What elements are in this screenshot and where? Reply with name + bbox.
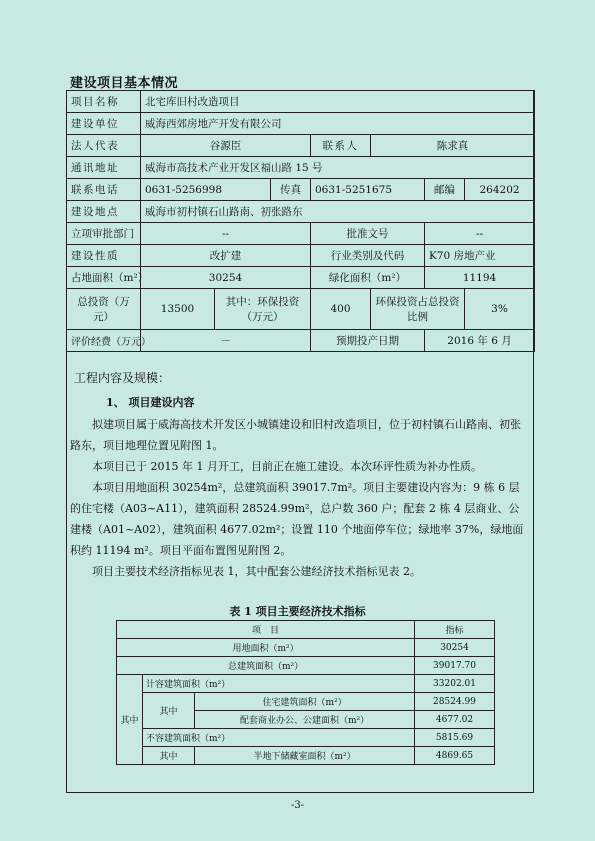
table-row xyxy=(67,267,535,289)
table-row xyxy=(117,657,495,675)
phone-label: 联系电话 xyxy=(67,179,141,201)
table-row xyxy=(67,135,535,157)
site-value: 威海市初村镇石山路南、初张路东 xyxy=(141,201,535,223)
row-value: 28524.99 xyxy=(415,693,495,711)
row-value: 5815.69 xyxy=(415,729,495,747)
header-item: 项 目 xyxy=(117,621,415,639)
address-value: 威海市高技术产业开发区福山路 15 号 xyxy=(141,157,535,179)
nature-label: 建设性质 xyxy=(67,245,141,267)
table-row xyxy=(117,639,495,657)
total-investment-value: 13500 xyxy=(141,289,215,330)
env-investment-label: 其中：环保投资（万元） xyxy=(215,289,311,330)
table-row xyxy=(67,179,535,201)
table-row xyxy=(67,157,535,179)
row-label: 住宅建筑面积（m²） xyxy=(195,693,415,711)
paragraph: 项目主要技术经济指标见表 1，其中配套公建经济技术指标见表 2。 xyxy=(92,565,421,578)
table-caption: 表 1 项目主要经济技术指标 xyxy=(229,605,366,618)
builder-value: 威海西郊房地产开发有限公司 xyxy=(141,113,535,135)
table-row xyxy=(67,245,535,267)
table-row xyxy=(117,729,495,747)
header-value: 指标 xyxy=(415,621,495,639)
row-value: 33202.01 xyxy=(415,675,495,693)
row-value: 39017.70 xyxy=(415,657,495,675)
approval-dept-value: -- xyxy=(141,223,311,245)
table-row xyxy=(67,289,535,330)
row-label: 半地下储藏室面积（m²） xyxy=(195,747,415,765)
legal-rep-value: 谷源臣 xyxy=(141,135,311,157)
zip-label: 邮编 xyxy=(425,179,465,201)
page-number: -3- xyxy=(290,800,305,811)
phone-value: 0631-5256998 xyxy=(141,179,271,201)
table-row xyxy=(67,223,535,245)
project-name-value: 北宅库旧村改造项目 xyxy=(141,91,535,113)
paragraph: 本项目用地面积 30254m²，总建筑面积 39017.7m²。项目主要建设内容为：9 栋 6 层的住宅楼（A03~A11），建筑面积 28524.99m²，总户数 360 户；配套 2 栋 4 层商业、公建楼（A01~A02），建筑面积 4677.02m²；设置 110 个地面停车位；绿地率 37%，绿地面积约 11194 m²。项目平面布置图见附图 2。 xyxy=(70,481,524,557)
address-label: 通讯地址 xyxy=(67,157,141,179)
env-investment-value: 400 xyxy=(311,289,371,330)
env-ratio-value: 3% xyxy=(465,289,535,330)
op-date-label: 预期投产日期 xyxy=(311,330,425,352)
basic-info-table xyxy=(66,90,535,352)
page-heading: 建设项目基本情况 xyxy=(70,76,179,91)
subsection-title: 1、 项目建设内容 xyxy=(106,396,195,409)
builder-label: 建设单位 xyxy=(67,113,141,135)
eval-fee-value: － xyxy=(141,330,311,352)
zip-value: 264202 xyxy=(465,179,535,201)
row-label: 用地面积（m²） xyxy=(117,639,415,657)
tech-index-table xyxy=(116,620,495,765)
contact-label: 联系人 xyxy=(311,135,371,157)
table-row xyxy=(67,330,535,352)
eval-fee-label: 评价经费（万元） xyxy=(67,330,141,352)
env-ratio-label: 环保投资占总投资比例 xyxy=(371,289,465,330)
site-label: 建设地点 xyxy=(67,201,141,223)
body-text xyxy=(70,414,528,582)
industry-label: 行业类别及代码 xyxy=(311,245,425,267)
fax-label: 传真 xyxy=(271,179,311,201)
land-area-label: 占地面积（m²） xyxy=(67,267,141,289)
total-investment-label: 总投资（万元） xyxy=(67,289,141,330)
row-value: 30254 xyxy=(415,639,495,657)
fax-value: 0631-5251675 xyxy=(311,179,425,201)
section-title: 工程内容及规模： xyxy=(74,371,171,385)
land-area-value: 30254 xyxy=(141,267,311,289)
project-name-label: 项目名称 xyxy=(67,91,141,113)
group-label: 其中 xyxy=(117,675,143,765)
approval-no-label: 批准文号 xyxy=(311,223,425,245)
sub-group-label: 其中 xyxy=(143,747,195,765)
row-value: 4677.02 xyxy=(415,711,495,729)
approval-no-value: -- xyxy=(425,223,535,245)
table-row xyxy=(117,747,495,765)
row-value: 4869.65 xyxy=(415,747,495,765)
paragraph: 本项目已于 2015 年 1 月开工，目前正在施工建设。本次环评性质为补办性质。 xyxy=(92,460,482,473)
table-row xyxy=(117,675,495,693)
industry-value: K70 房地产业 xyxy=(425,245,535,267)
legal-rep-label: 法人代表 xyxy=(67,135,141,157)
row-label: 计容建筑面积（m²） xyxy=(143,675,415,693)
sub-group-label: 其中 xyxy=(143,693,195,729)
row-label: 配套商业办公、公建面积（m²） xyxy=(195,711,415,729)
row-label: 不容建筑面积（m²） xyxy=(143,729,415,747)
green-area-label: 绿化面积（m²） xyxy=(311,267,425,289)
green-area-value: 11194 xyxy=(425,267,535,289)
table-row xyxy=(117,693,495,711)
table-row xyxy=(117,621,495,639)
nature-value: 改扩建 xyxy=(141,245,311,267)
table-row xyxy=(67,201,535,223)
table-row xyxy=(67,91,535,113)
row-label: 总建筑面积（m²） xyxy=(117,657,415,675)
table-row xyxy=(67,113,535,135)
contact-value: 陈求真 xyxy=(371,135,535,157)
paragraph: 拟建项目属于威海高技术开发区小城镇建设和旧村改造项目，位于初村镇石山路南、初张路东，项目地理位置见附图 1。 xyxy=(70,418,521,452)
approval-dept-label: 立项审批部门 xyxy=(67,223,141,245)
op-date-value: 2016 年 6 月 xyxy=(425,330,535,352)
